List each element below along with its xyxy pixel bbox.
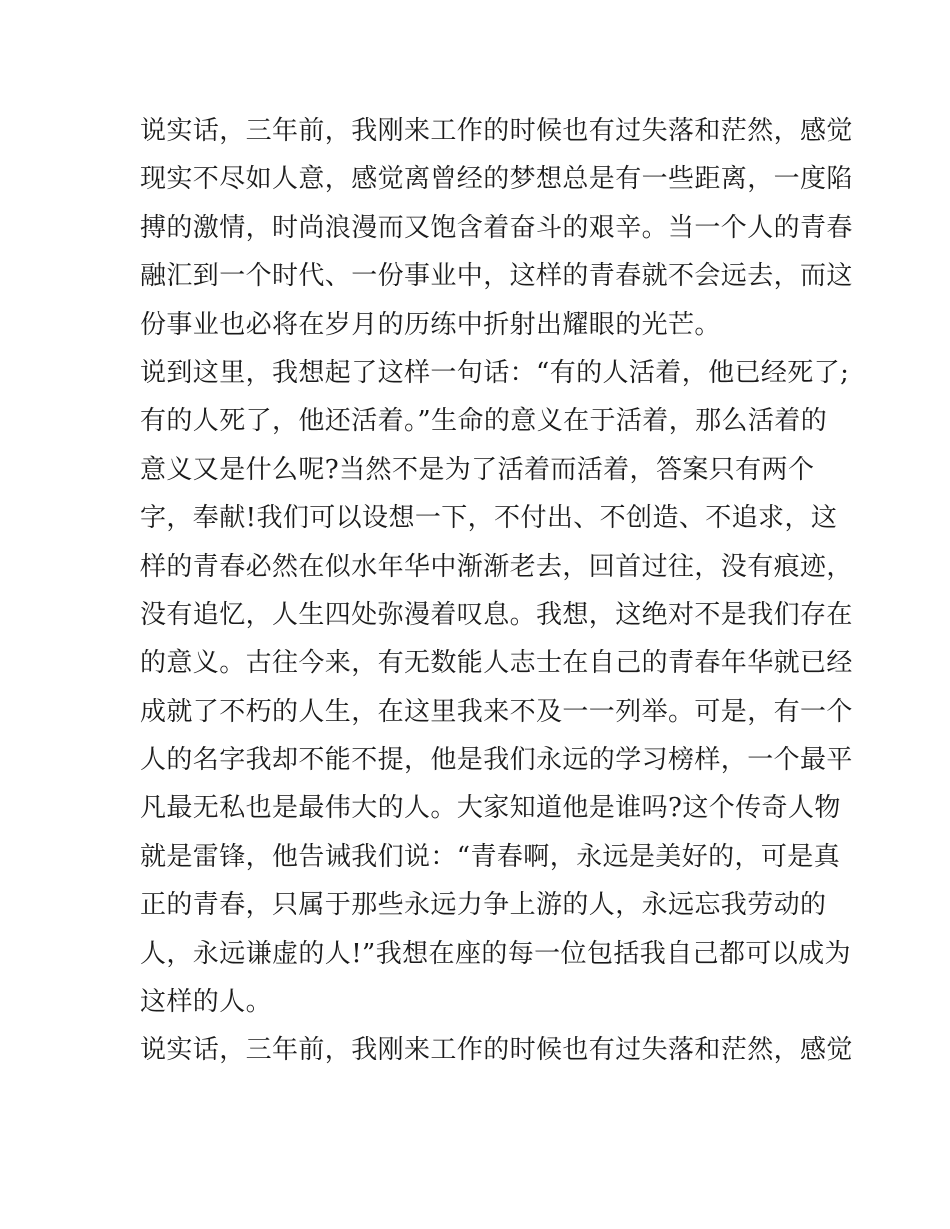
- text-line: 份事业也必将在岁月的历练中折射出耀眼的光芒。: [140, 309, 721, 340]
- text-line: 人，永远谦虚的人!”我想在座的每一位包括我自己都可以成为: [140, 938, 851, 969]
- text-line: 搏的激情，时尚浪漫而又饱含着奋斗的艰辛。当一个人的青春: [140, 212, 853, 243]
- text-line: 正的青春，只属于那些永远力争上游的人，永远忘我劳动的: [140, 890, 827, 921]
- text-line: 现实不尽如人意，感觉离曾经的梦想总是有一些距离，一度陷: [140, 164, 853, 195]
- text-line: 字，奉献!我们可以设想一下，不付出、不创造、不追求，这: [140, 503, 838, 534]
- text-line: 这样的人。: [140, 987, 273, 1018]
- text-line: 就是雷锋，他告诫我们说：“青春啊，永远是美好的，可是真: [140, 841, 841, 872]
- text-line: 人的名字我却不能不提，他是我们永远的学习榜样，一个最平: [140, 745, 853, 776]
- body-text: [140, 107, 853, 1075]
- text-line: 的意义。古往今来，有无数能人志士在自己的青春年华就已经: [140, 648, 853, 679]
- text-line: 意义又是什么呢?当然不是为了活着而活着，答案只有两个: [140, 454, 815, 485]
- text-line: 说实话，三年前，我刚来工作的时候也有过失落和茫然，感觉: [140, 116, 853, 146]
- text-line: 说到这里，我想起了这样一句话：“有的人活着，他已经死了;: [140, 357, 850, 388]
- text-line: 说实话，三年前，我刚来工作的时候也有过失落和茫然，感觉: [140, 1035, 853, 1066]
- text-line: 样的青春必然在似水年华中渐渐老去，回首过往，没有痕迹，: [140, 551, 853, 582]
- text-line: 没有追忆，人生四处弥漫着叹息。我想，这绝对不是我们存在: [140, 599, 853, 630]
- text-line: 成就了不朽的人生，在这里我来不及一一列举。可是，有一个: [140, 696, 853, 727]
- text-line: 凡最无私也是最伟大的人。大家知道他是谁吗?这个传奇人物: [140, 793, 841, 824]
- text-line: 融汇到一个时代、一份事业中，这样的青春就不会远去，而这: [140, 261, 853, 292]
- text-line: 有的人死了，他还活着。”生命的意义在于活着，那么活着的: [140, 406, 828, 437]
